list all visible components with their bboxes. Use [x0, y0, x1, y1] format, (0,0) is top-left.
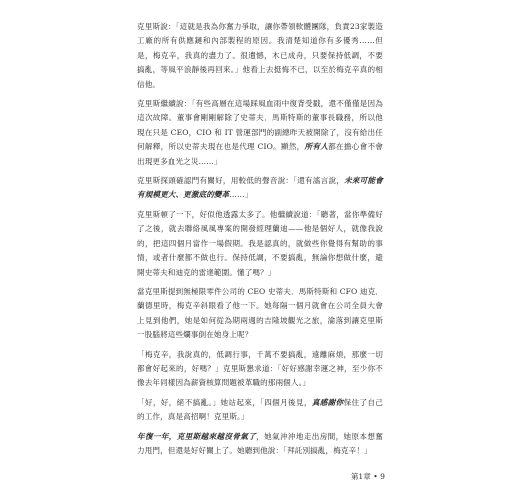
page-body [137, 20, 383, 463]
paragraph [137, 430, 383, 459]
emphasis-text: 真感謝你 [311, 397, 344, 407]
paragraph-text: 克里斯頓了一下，好似他透露太多了。他繼續說道：「聽著，當你準備好了之後，就去聯絡風風專案的開發經理蘭迪——他是個好人，就像我說的，把這四個月當作一場假期。我是認真的，就做些你覺得有幫助的事情，或者什麼都不做也行。保持低調，不要搞亂，無論你想做什麼，避開史蒂夫和迪克的雷達範圍。懂了嗎？」 [137, 209, 383, 277]
paragraph [137, 174, 383, 203]
paragraph [137, 348, 383, 391]
paragraph-text: 都在擔心會不會出現更多血光之災……」 [137, 142, 383, 166]
paragraph [137, 97, 383, 169]
paragraph [137, 208, 383, 280]
paragraph [137, 396, 383, 425]
paragraph-text: 「好，好，絕不搞亂。」她站起來，「四個月後見， [137, 397, 312, 407]
paragraph-text: 克里斯說：「這就是我為你奮力爭取，讓你帶領軟體團隊，負責23家製造工廠的所有供應鏈和內部製程的原因。我清楚知道你有多優秀……但是，梅克辛，我真的盡力了。很遺憾，木已成舟，只要保持低調，不要搞亂，等風平浪靜後再回來。」他看上去挺悔不已，以至於梅克辛真的相信他。 [137, 22, 383, 89]
paragraph-text: 克里斯探頭確認門有關好，用較低的聲音說：「還有謠言說， [137, 176, 345, 186]
emphasis-text: 未來可能會有規模更大、更激底的變革 [137, 176, 383, 200]
page-footer: 第1章 • 9 [350, 472, 385, 481]
paragraph [137, 285, 383, 343]
paragraph-text: 「梅克辛，我說真的，低調行事，千萬不要搞亂，遠離麻煩，那麼一切都會好起來的，好嗎？」克里斯懇求道：「好好感謝幸運之神，至少你不像去年同樣因為薪資核算問題被革職的那兩個人。」 [137, 349, 383, 388]
emphasis-text: 所有人 [304, 142, 329, 152]
paragraph-text: 克里斯繼續說：「有些高層在這場踩風血雨中復背受戳，還不僅僅是因為這次故障。董事會剛剛解除了史蒂夫．馬斯特斯的董事長職務，所以他現在只是 CEO，CIO 和 IT 營運部門的副總昨天被開除了，沒有給出任何解釋，所以史蒂夫現在也是代理 CIO。顯然， [137, 99, 383, 152]
paragraph-text: ……」 [229, 190, 253, 200]
emphasis-text: 年復一年，克里斯越來越沒骨氣了 [137, 431, 257, 441]
paragraph-text: ，她氣沖沖地走出房間，她原本想奮力甩門，但還是好好關上了。她聽到他說：「拜託別搞亂，梅克辛！」 [137, 431, 383, 455]
paragraph-text: 保住了自己的工作，真是高招啊！克里斯。」 [137, 397, 383, 422]
paragraph [137, 20, 383, 92]
paragraph-text: 當克里斯提到無極限零件公司的 CEO 史蒂夫．馬斯特斯和 CFO 迪克．蘭德里時，梅克辛斜眼看了他一下。她每隔一個月就會在公司全員大會上見到他們，她是如何從為期兩週的吉隆坡觀光之旅，淪落到讓克里斯一股腦將這些爛事倒在她身上呢？ [137, 286, 383, 340]
